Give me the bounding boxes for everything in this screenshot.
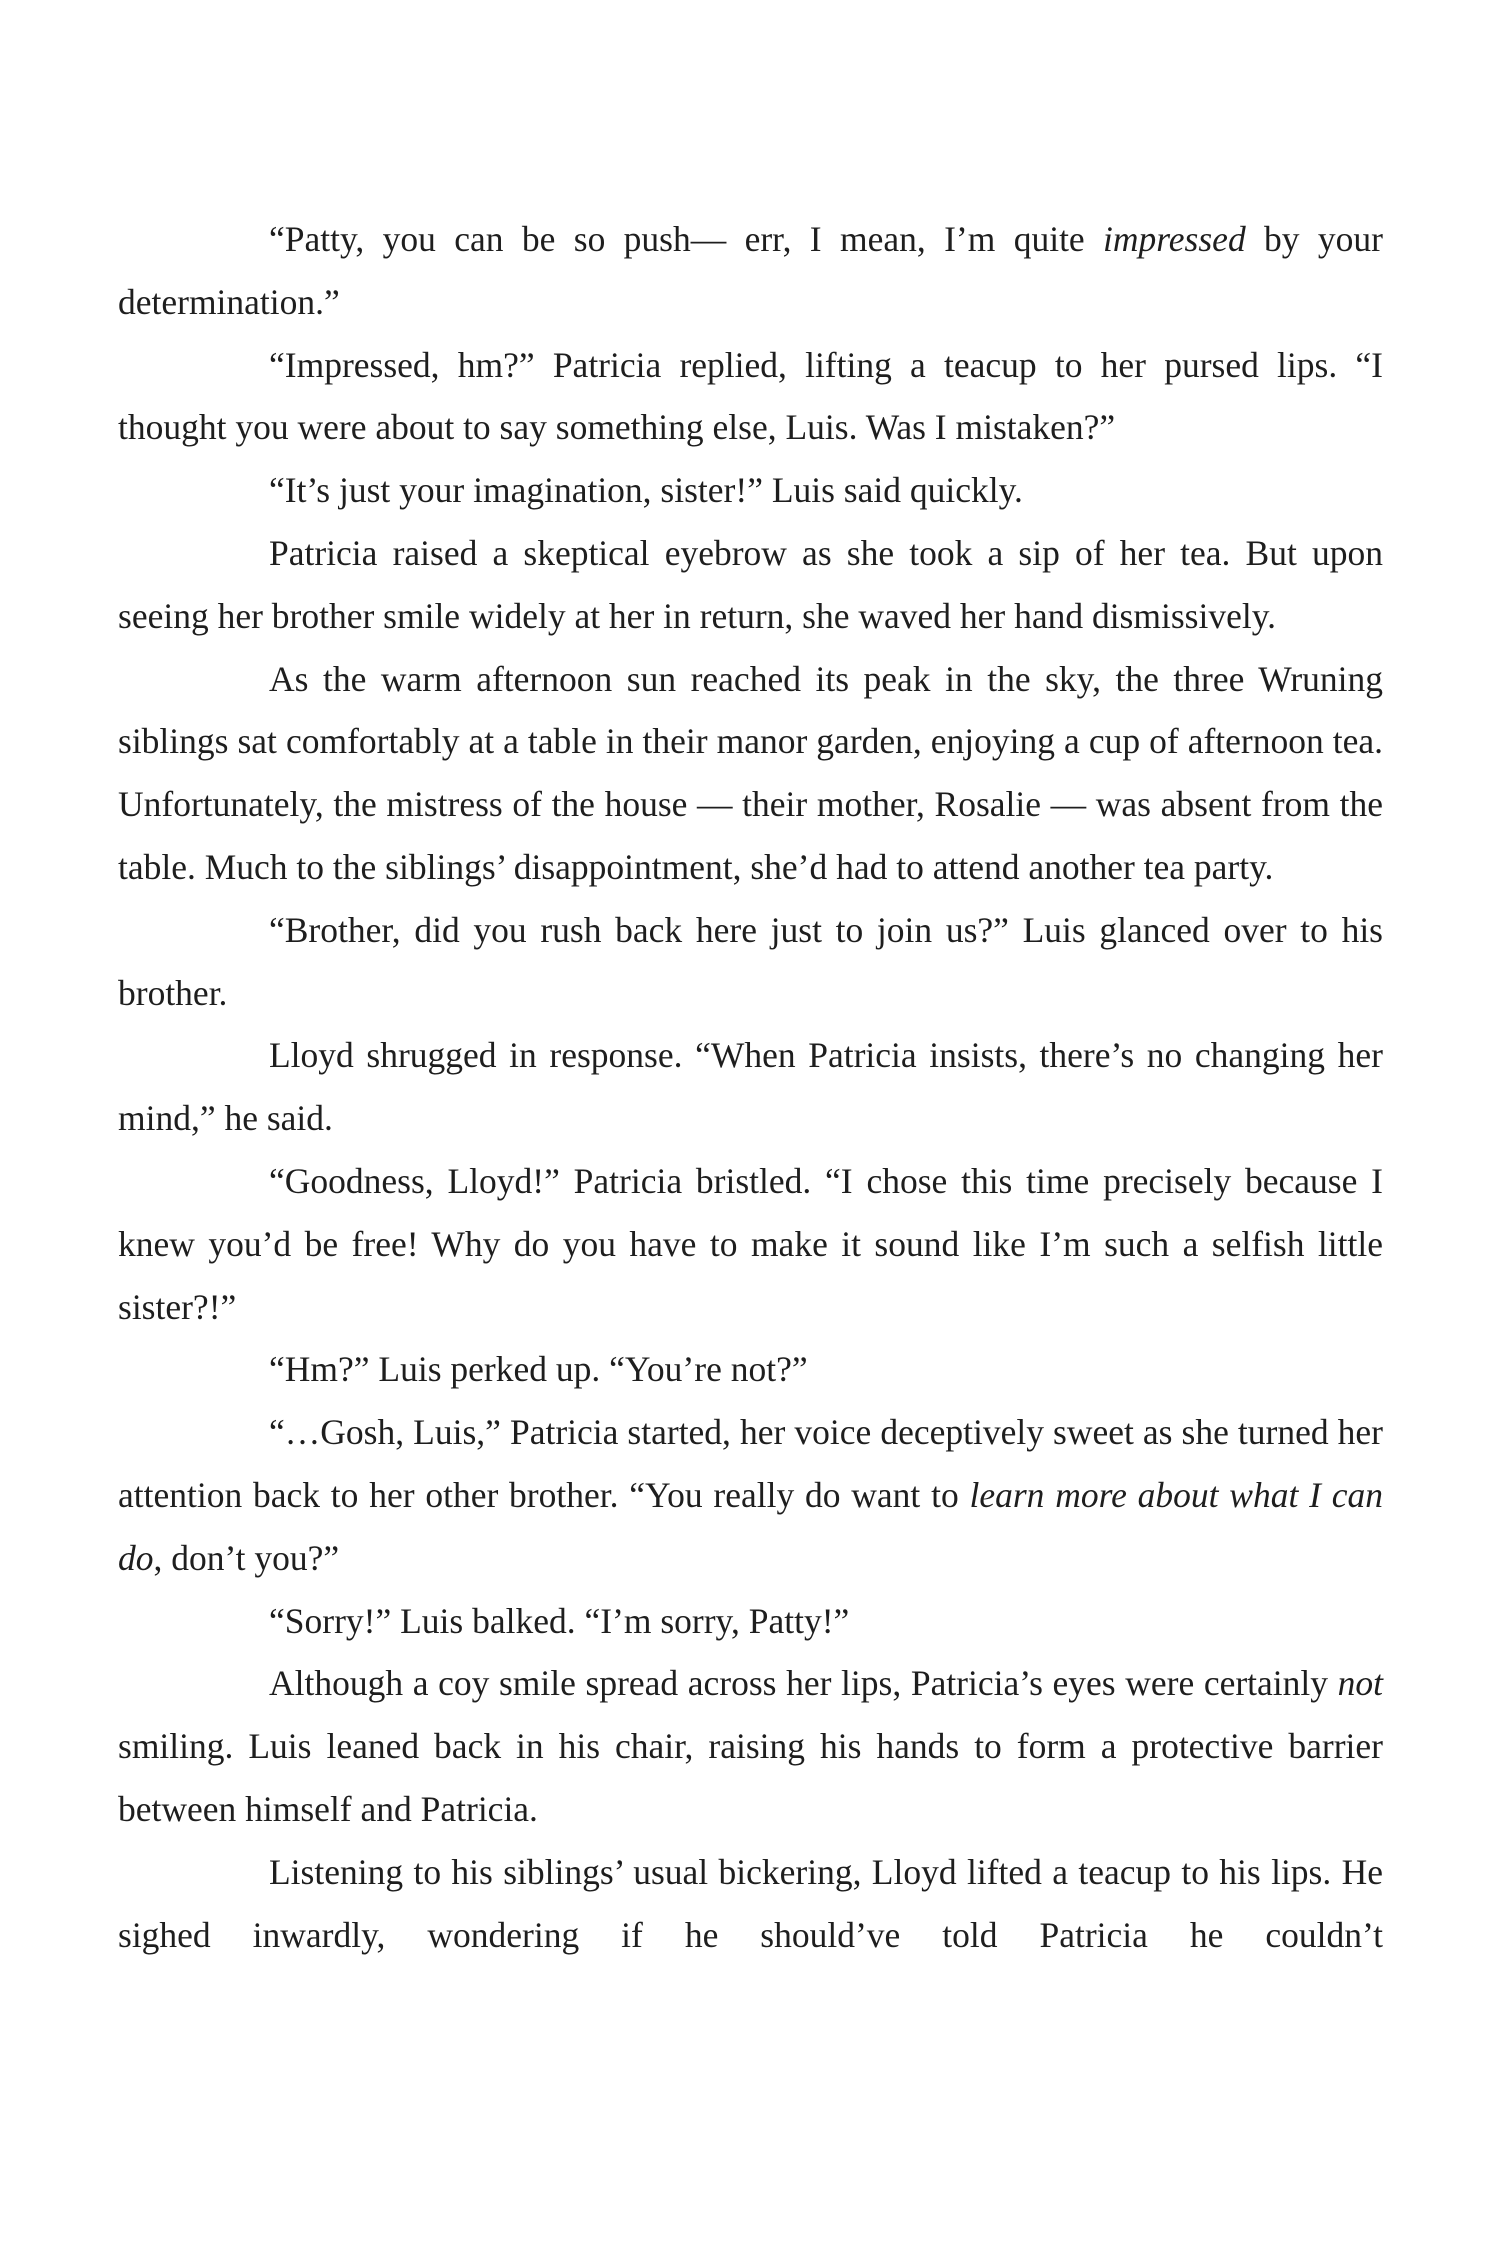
paragraph [118, 899, 1383, 1025]
paragraph-text: “…Gosh, Luis,” Patricia started, her voice deceptively sweet as she turned her attention back to her other brother. “You really do want to [118, 1412, 1383, 1515]
paragraph [118, 1401, 1383, 1589]
paragraph-text: “It’s just your imagination, sister!” Luis said quickly. [269, 470, 1023, 511]
paragraph-text: “Hm?” Luis perked up. “You’re not?” [269, 1349, 808, 1390]
paragraph [118, 648, 1383, 899]
paragraph-text: “Sorry!” Luis balked. “I’m sorry, Patty!” [269, 1600, 850, 1641]
paragraph-text: smiling. Luis leaned back in his chair, raising his hands to form a protective barrier between himself and Patricia. [118, 1726, 1383, 1829]
italic-emphasis: learn more about what I can do [118, 1474, 1384, 1578]
paragraph-text: Lloyd shrugged in response. “When Patricia insists, there’s no changing her mind,” he said. [118, 1035, 1383, 1139]
paragraph-text: , don’t you?” [153, 1537, 340, 1578]
paragraph [118, 1590, 1383, 1653]
book-page-body [118, 208, 1383, 1966]
paragraph [118, 208, 1383, 334]
paragraph [118, 1150, 1383, 1338]
paragraph [118, 459, 1383, 522]
paragraph-text: As the warm afternoon sun reached its peak in the sky, the three Wruning siblings sat comfortably at a table in their manor garden, enjoying a cup of afternoon tea. Unfortunately, the mistress of the house — their mother, Rosalie — was absent from the table. Much to the siblings’ disappointment, she’d had to attend another tea party. [118, 658, 1383, 887]
paragraph-text: Patricia raised a skeptical eyebrow as she took a sip of her tea. But upon seeing her brother smile widely at her in return, she waved her hand dismissively. [118, 532, 1383, 636]
paragraph [118, 1024, 1383, 1150]
paragraph-text: by your determination.” [118, 219, 1383, 322]
paragraph-text: “Impressed, hm?” Patricia replied, lifting a teacup to her pursed lips. “I thought you were about to say something else, Luis. Was I mistaken?” [118, 344, 1383, 448]
paragraph [118, 334, 1383, 460]
paragraph [118, 1652, 1383, 1840]
paragraph-text: “Patty, you can be so push— err, I mean, I’m quite [269, 219, 1104, 259]
paragraph [118, 522, 1383, 648]
paragraph [118, 1338, 1383, 1401]
paragraph-text: Although a coy smile spread across her lips, Patricia’s eyes were certainly [269, 1663, 1338, 1704]
paragraph-continued [118, 1841, 1383, 1967]
paragraph-text: “Goodness, Lloyd!” Patricia bristled. “I chose this time precisely because I knew you’d be free! Why do you have to make it sound like I’m such a selfish little sister?!” [118, 1160, 1383, 1327]
italic-emphasis: not [1337, 1663, 1383, 1704]
italic-emphasis: impressed [1103, 219, 1246, 259]
paragraph-text: Listening to his siblings’ usual bickering, Lloyd lifted a teacup to his lips. He sighed inwardly, wondering if he should’ve told Patricia he couldn’t [118, 1851, 1383, 1955]
paragraph-text: “Brother, did you rush back here just to join us?” Luis glanced over to his brother. [118, 909, 1383, 1013]
